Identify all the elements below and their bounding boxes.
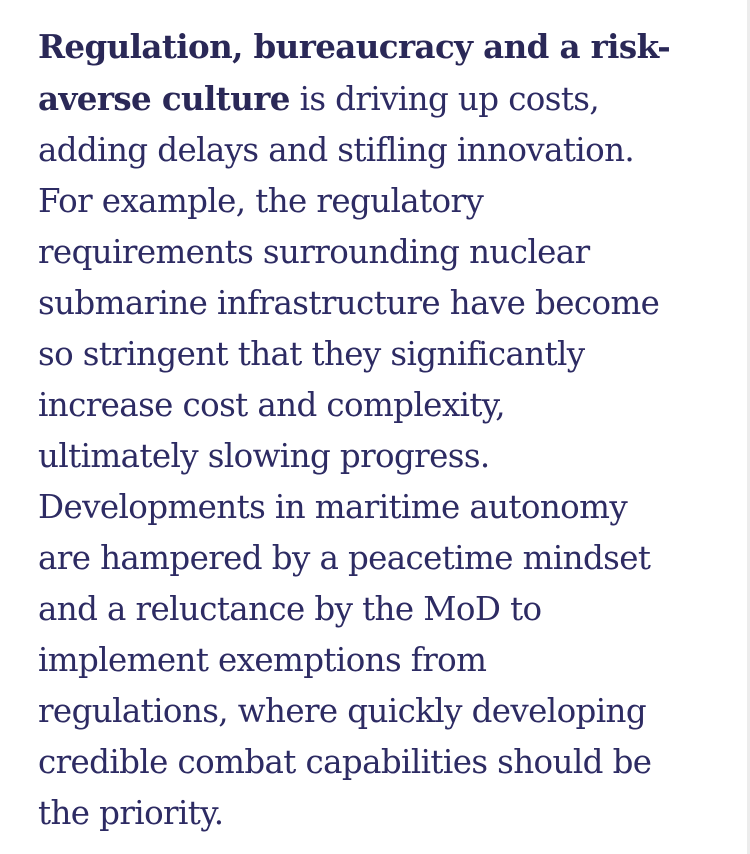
text-line: [38, 21, 730, 73]
bold-lead-phrase: averse culture: [38, 79, 290, 118]
text-line: [38, 329, 730, 380]
text-line: [38, 380, 730, 431]
line-text: submarine infrastructure have become: [38, 284, 660, 322]
text-line: [38, 227, 730, 278]
text-line: [38, 788, 730, 839]
line-text: credible combat capabilities should be: [38, 743, 652, 781]
line-text: For example, the regulatory: [38, 182, 484, 220]
text-line: [38, 635, 730, 686]
line-text: increase cost and complexity,: [38, 386, 505, 424]
text-line: [38, 533, 730, 584]
text-line: [38, 686, 730, 737]
text-line: [38, 584, 730, 635]
line-text: the priority.: [38, 794, 224, 832]
line-text: is driving up costs,: [289, 80, 600, 118]
text-line: [38, 176, 730, 227]
text-line: [38, 737, 730, 788]
text-line: [38, 482, 730, 533]
line-text: and a reluctance by the MoD to: [38, 590, 542, 628]
text-line: [38, 73, 730, 125]
line-text: adding delays and stifling innovation.: [38, 131, 635, 169]
text-line: [38, 278, 730, 329]
line-text: ultimately slowing progress.: [38, 437, 490, 475]
line-text: are hampered by a peacetime mindset: [38, 539, 651, 577]
line-text: implement exemptions from: [38, 641, 487, 679]
line-text: so stringent that they significantly: [38, 335, 585, 373]
line-text: regulations, where quickly developing: [38, 692, 647, 730]
line-text: requirements surrounding nuclear: [38, 233, 590, 271]
article-paragraph: [38, 21, 730, 839]
text-line: [38, 125, 730, 176]
line-text: Developments in maritime autonomy: [38, 488, 628, 526]
bold-lead-phrase: Regulation, bureaucracy and a risk-: [38, 27, 671, 66]
text-line: [38, 431, 730, 482]
